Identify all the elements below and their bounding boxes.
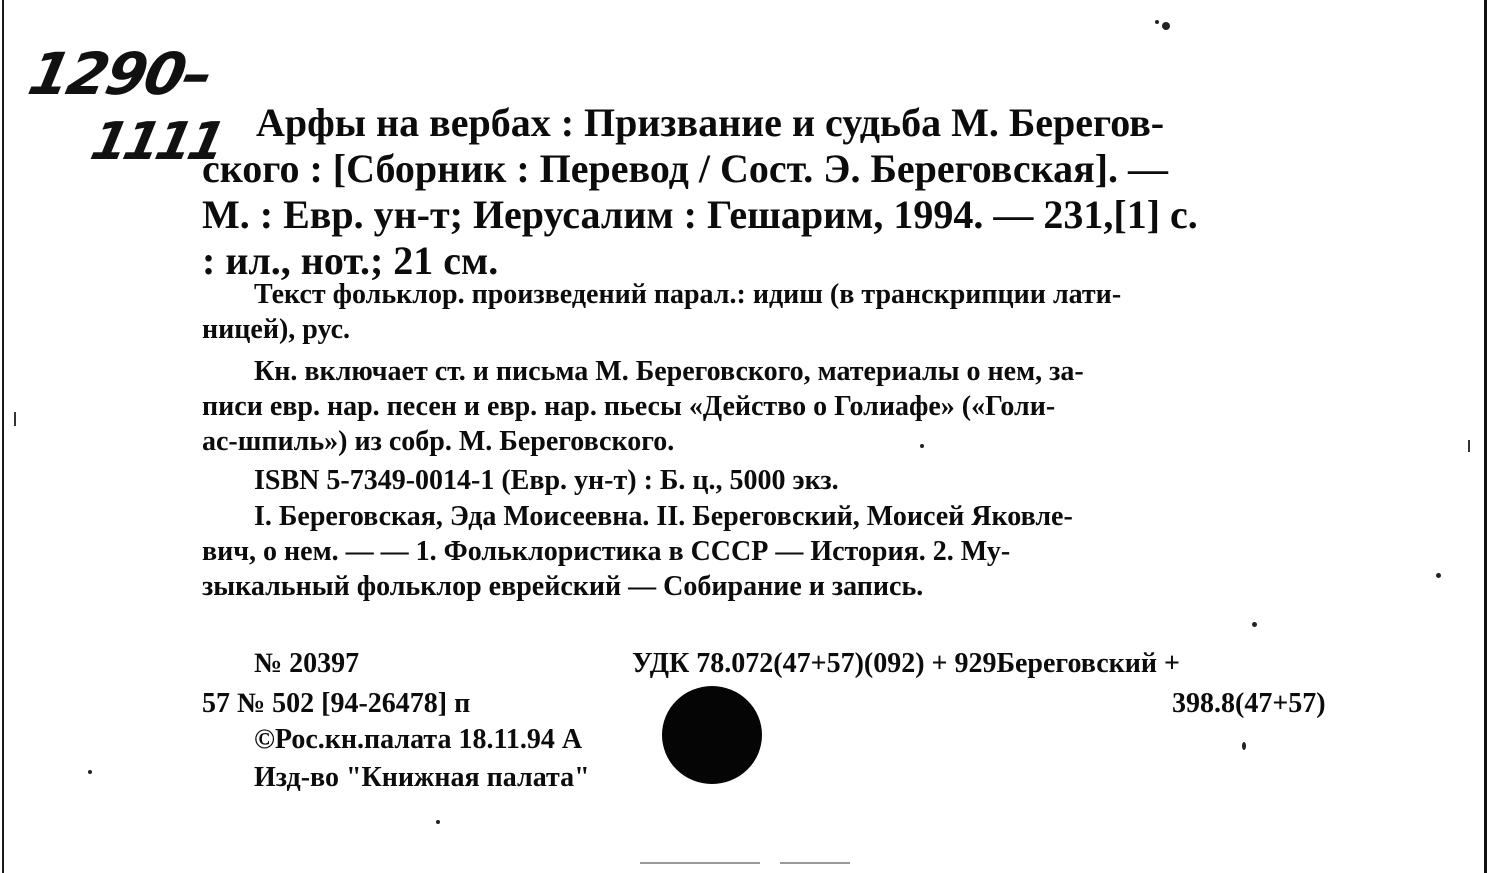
scan-mark bbox=[640, 862, 760, 864]
card-right-edge bbox=[1484, 0, 1487, 873]
order-number: 57 № 502 [94-26478] п bbox=[202, 688, 471, 719]
isbn-text: ISBN 5-7349-0014-1 (Евр. ун-т) : Б. ц., 5000 экз. bbox=[254, 465, 839, 496]
subject-line: зыкальный фольклор еврейский — Собирание и запись. bbox=[202, 571, 924, 602]
scan-speck bbox=[920, 444, 924, 448]
language-note bbox=[202, 277, 1364, 347]
handwritten-shelfmark-line1: 1290– bbox=[22, 40, 218, 108]
scan-speck bbox=[1155, 20, 1159, 24]
subject-line: I. Береговская, Эда Моисеевна. II. Береговский, Моисей Яковле- bbox=[254, 501, 1073, 532]
note-line: писи евр. нар. песен и евр. нар. пьесы «Действо о Голиафе» («Голи- bbox=[202, 391, 1056, 422]
scan-mark bbox=[780, 862, 850, 864]
note-line: Кн. включает ст. и письма М. Береговского, материалы о нем, за- bbox=[254, 356, 1084, 387]
scan-speck bbox=[436, 820, 440, 824]
scan-speck bbox=[1436, 573, 1441, 578]
scan-mark bbox=[14, 412, 16, 426]
scan-speck bbox=[88, 770, 92, 774]
card-number: № 20397 bbox=[254, 648, 360, 679]
isbn-line bbox=[202, 463, 1364, 498]
title-line: М. : Евр. ун-т; Иерусалим : Гешарим, 1994. — 231,[1] с. bbox=[202, 192, 1198, 237]
scan-mark bbox=[1468, 440, 1470, 452]
bibliographic-title-block bbox=[202, 100, 1370, 284]
subject-headings bbox=[202, 499, 1364, 604]
title-line: ского : [Сборник : Перевод / Сост. Э. Береговская]. — bbox=[202, 146, 1169, 191]
title-line: Арфы на вербах : Призвание и судьба М. Берегов- bbox=[256, 100, 1165, 145]
note-line: Текст фольклор. произведений парал.: идиш (в транскрипции лати- bbox=[254, 279, 1122, 310]
publisher-line: Изд-во "Книжная палата" bbox=[254, 762, 590, 793]
scan-speck bbox=[1162, 22, 1170, 30]
udk-classification: УДК 78.072(47+57)(092) + 929Береговский + bbox=[632, 648, 1180, 679]
note-line: ницей), рус. bbox=[202, 314, 351, 345]
ink-blot-stamp bbox=[662, 686, 762, 784]
copyright-line: ©Рос.кн.палата 18.11.94 А bbox=[254, 724, 583, 755]
scan-speck bbox=[1252, 622, 1257, 627]
title-line: : ил., нот.; 21 см. bbox=[202, 238, 499, 283]
card-left-edge bbox=[2, 0, 4, 873]
contents-note bbox=[202, 354, 1364, 459]
handwritten-shelfmark-line2: 1111 bbox=[85, 112, 228, 172]
udk-classification-continued: 398.8(47+57) bbox=[1172, 688, 1326, 719]
note-line: ас-шпиль») из собр. М. Береговского. bbox=[202, 426, 675, 457]
scan-speck bbox=[1242, 742, 1246, 750]
subject-line: вич, о нем. — — 1. Фольклористика в СССР — История. 2. Му- bbox=[202, 536, 1011, 567]
